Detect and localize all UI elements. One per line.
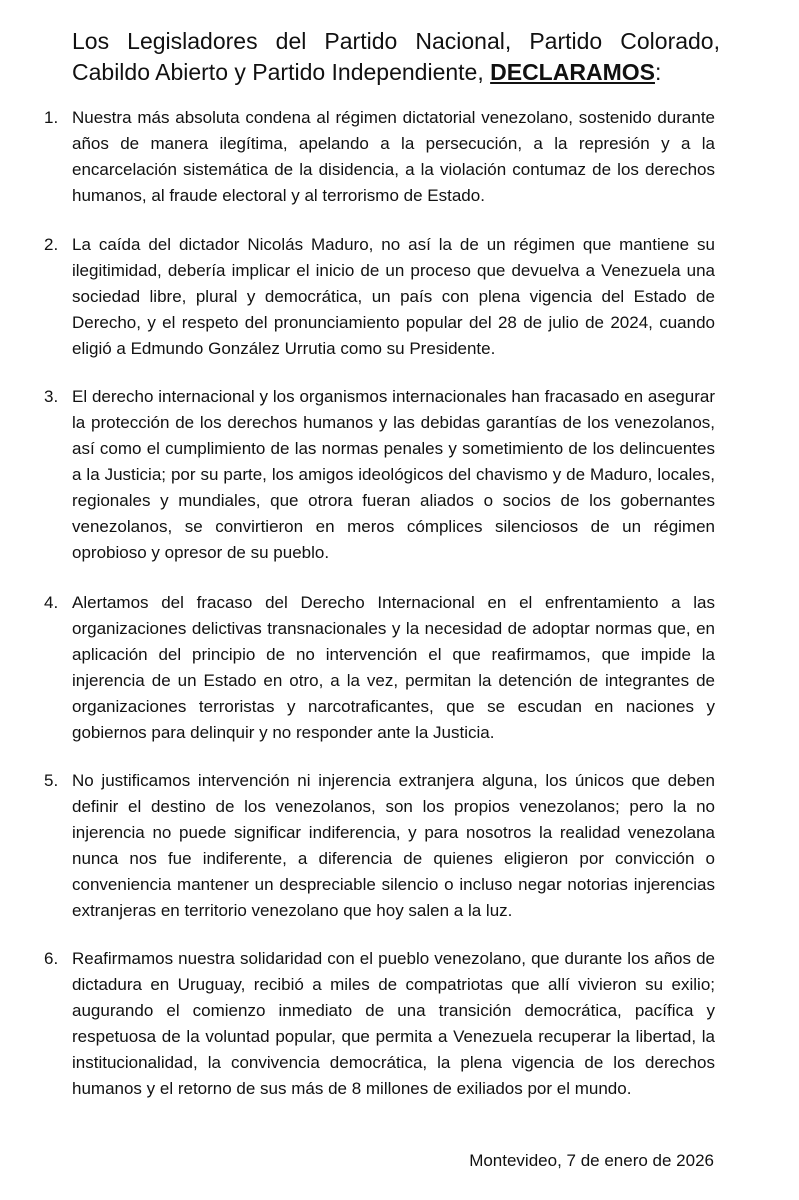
- item-text: Nuestra más absoluta condena al régimen dictatorial venezolano, sostenido durante años de manera ilegítima, apelando a la persecución, a la represión y a la encarcelación sistemática de la disidencia, a la violación contumaz de los derechos humanos, al fraude electoral y al terrorismo de Estado.: [72, 108, 715, 205]
- heading-colon: :: [654, 59, 662, 85]
- item-number: 4.: [44, 593, 59, 612]
- heading-intro: Los Legisladores del Partido Nacional, Partido Colorado, Cabildo Abierto y Partido Independiente,: [72, 28, 720, 85]
- item-number: 5.: [44, 771, 59, 790]
- item-number: 6.: [44, 949, 59, 968]
- item-text: No justificamos intervención ni injerencia extranjera alguna, los únicos que deben definir el destino de los venezolanos, son los propios venezolanos; pero la no injerencia no puede significar indiferencia, y para nosotros la realidad venezolana nunca nos fue indiferente, a diferencia de quienes eligieron por convicción o conveniencia mantener un despreciable silencio o incluso negar notorias injerencias extranjeras en territorio venezolano que hoy salen a la luz.: [72, 771, 715, 920]
- item-text: Alertamos del fracaso del Derecho Internacional en el enfrentamiento a las organizaciones delictivas transnacionales y la necesidad de adoptar normas que, en aplicación del principio de no intervención el que reafirmamos, que impide la injerencia de un Estado en otro, a la vez, permitan la detención de integrantes de organizaciones terroristas y narcotraficantes, que se escudan en naciones y gobiernos para delinquir y no responder ante la Justicia.: [72, 593, 715, 742]
- item-text: La caída del dictador Nicolás Maduro, no así la de un régimen que mantiene su ilegitimidad, debería implicar el inicio de un proceso que devuelva a Venezuela una sociedad libre, plural y democrática, un país con plena vigencia del Estado de Derecho, y el respeto del pronunciamiento popular del 28 de julio de 2024, cuando eligió a Edmundo González Urrutia como su Presidente.: [72, 235, 715, 358]
- item-number: 3.: [44, 387, 59, 406]
- item-number: 1.: [44, 108, 59, 127]
- document-heading: [72, 26, 720, 88]
- place-date: Montevideo, 7 de enero de 2026: [469, 1151, 714, 1170]
- item-number: 2.: [44, 235, 59, 254]
- heading-declaramos: DECLARAMOS: [490, 59, 655, 85]
- item-text: Reafirmamos nuestra solidaridad con el pueblo venezolano, que durante los años de dictadura en Uruguay, recibió a miles de compatriotas que allí vivieron su exilio; augurando el comienzo inmediato de una transición democrática, pacífica y respetuosa de la voluntad popular, que permita a Venezuela recuperar la libertad, la institucionalidad, la convivencia democrática, la plena vigencia de los derechos humanos y el retorno de sus más de 8 millones de exiliados por el mundo.: [72, 949, 715, 1098]
- item-text: El derecho internacional y los organismos internacionales han fracasado en asegurar la protección de los derechos humanos y las debidas garantías de los venezolanos, así como el cumplimiento de las normas penales y sometimiento de los delincuentes a la Justicia; por su parte, los amigos ideológicos del chavismo y de Maduro, locales, regionales y mundiales, que otrora fueran aliados o socios de los gobernantes venezolanos, se convirtieron en meros cómplices silenciosos de un régimen oprobioso y opresor de su pueblo.: [72, 387, 715, 562]
